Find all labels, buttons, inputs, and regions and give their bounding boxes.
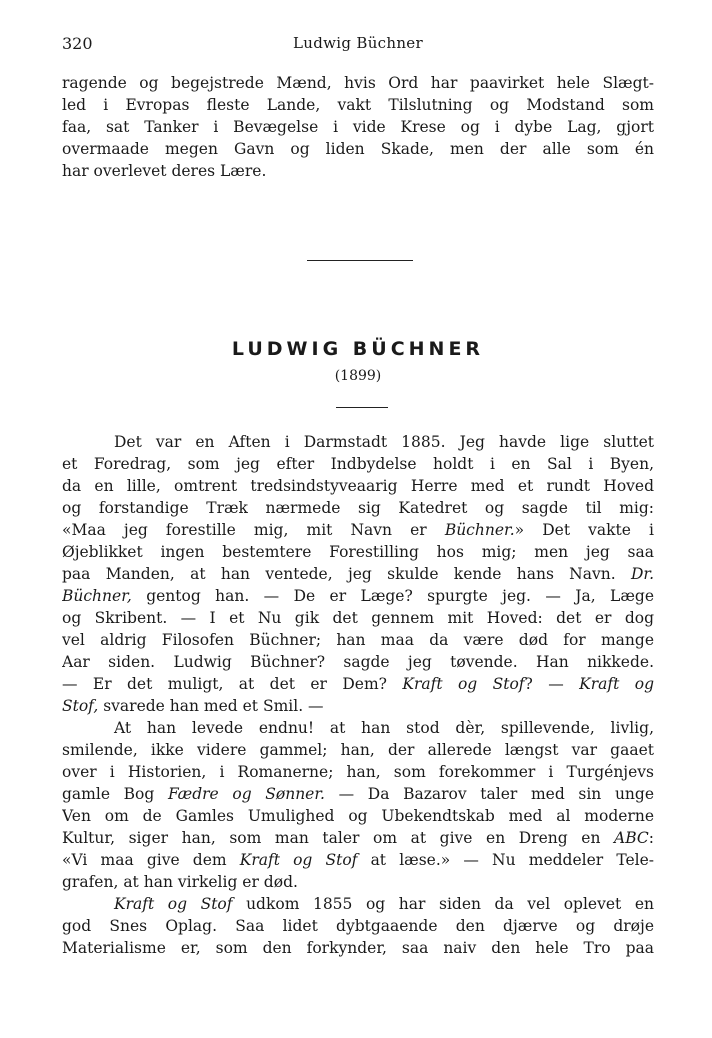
- text-line: [62, 519, 654, 541]
- essay-body: [62, 431, 654, 959]
- text-run: — Da Bazarov taler med sin unge: [325, 785, 654, 803]
- text-line: [62, 673, 654, 695]
- text-line: [62, 563, 654, 585]
- text-run: gentog han. — De er Læge? spurgte jeg. — Ja, Læge: [131, 587, 654, 605]
- text-line: [62, 695, 654, 717]
- italic-abc: ABC: [614, 829, 649, 847]
- page-header: [62, 34, 654, 56]
- italic-book-title: Kraft og Stof: [114, 895, 233, 913]
- text-line: smilende, ikke videre gammel; han, der allerede længst var gaaet: [62, 741, 654, 759]
- text-line: [62, 827, 654, 849]
- preceding-text: [62, 72, 654, 182]
- text-line: Øjeblikket ingen bestemtere Forestilling hos mig; men jeg saa: [62, 543, 654, 561]
- text-line: [62, 585, 654, 607]
- text-line: Det var en Aften i Darmstadt 1885. Jeg havde lige sluttet: [114, 433, 654, 451]
- text-run: «Vi maa give dem: [62, 851, 240, 869]
- text-line: grafen, at han virkelig er død.: [62, 873, 298, 891]
- italic-book-title: Fædre og Sønner.: [167, 785, 325, 803]
- text-run: Kultur, siger han, som man taler om at give en Dreng en: [62, 829, 615, 847]
- text-line: Ven om de Gamles Umulighed og Ubekendtskab med al moderne: [62, 807, 654, 825]
- italic-book-title: Kraft og Stof: [402, 675, 525, 693]
- text-line: [62, 849, 654, 871]
- text-line: har overlevet deres Lære.: [62, 162, 267, 180]
- italic-book-title: Stof,: [62, 697, 99, 715]
- text-line: faa, sat Tanker i Bevægelse i vide Krese og i dybe Lag, gjort: [62, 118, 654, 136]
- italic-name: Büchner.: [444, 521, 515, 539]
- text-line: ragende og begejstrede Mænd, hvis Ord har paavirket hele Slægt-: [62, 74, 654, 92]
- text-line: god Snes Oplag. Saa lidet dybtgaaende den djærve og drøje: [62, 917, 654, 935]
- essay-title: LUDWIG BÜCHNER: [231, 338, 485, 360]
- text-run: paa Manden, at han ventede, jeg skulde kende hans Navn.: [62, 565, 631, 583]
- italic-book-title: Kraft og: [579, 675, 654, 693]
- italic-book-title: Kraft og Stof: [239, 851, 358, 869]
- text-line: Aar siden. Ludwig Büchner? sagde jeg tøvende. Han nikkede.: [62, 653, 654, 671]
- essay-year: (1899): [334, 368, 382, 384]
- text-run: udkom 1855 og har siden da vel oplevet en: [232, 895, 654, 913]
- text-run: at læse.» — Nu meddeler Tele-: [357, 851, 654, 869]
- text-line: overmaade megen Gavn og liden Skade, men der alle som én: [62, 140, 654, 158]
- text-run: — Er det muligt, at det er Dem?: [62, 675, 403, 693]
- text-run: :: [648, 829, 654, 847]
- title-divider: [336, 407, 388, 408]
- section-divider: [307, 260, 413, 261]
- italic-name: Büchner,: [62, 587, 132, 605]
- text-line: led i Evropas fleste Lande, vakt Tilslutning og Modstand som: [62, 96, 654, 114]
- text-run: ? —: [524, 675, 580, 693]
- text-line: og forstandige Træk nærmede sig Katedret og sagde til mig:: [62, 499, 654, 517]
- text-line: over i Historien, i Romanerne; han, som forekommer i Turgénjevs: [62, 763, 654, 781]
- page-number: 320: [62, 34, 93, 53]
- text-run: svarede han med et Smil. —: [98, 697, 324, 715]
- text-line: og Skribent. — I et Nu gik det gennem mit Hoved: det er dog: [62, 609, 654, 627]
- text-line: vel aldrig Filosofen Büchner; han maa da være død for mange: [62, 631, 654, 649]
- text-line: At han levede endnu! at han stod dèr, spillevende, livlig,: [114, 719, 654, 737]
- text-line: Materialisme er, som den forkynder, saa naiv den hele Tro paa: [62, 939, 654, 957]
- text-line: [62, 893, 654, 915]
- text-run: » Det vakte i: [514, 521, 654, 539]
- italic-title: Dr.: [630, 565, 654, 583]
- text-line: [62, 783, 654, 805]
- text-line: et Foredrag, som jeg efter Indbydelse holdt i en Sal i Byen,: [62, 455, 654, 473]
- text-line: da en lille, omtrent tredsindstyveaarig Herre med et rundt Hoved: [62, 477, 654, 495]
- running-title: Ludwig Büchner: [293, 34, 423, 52]
- text-run: «Maa jeg forestille mig, mit Navn er: [62, 521, 445, 539]
- text-run: gamle Bog: [62, 785, 168, 803]
